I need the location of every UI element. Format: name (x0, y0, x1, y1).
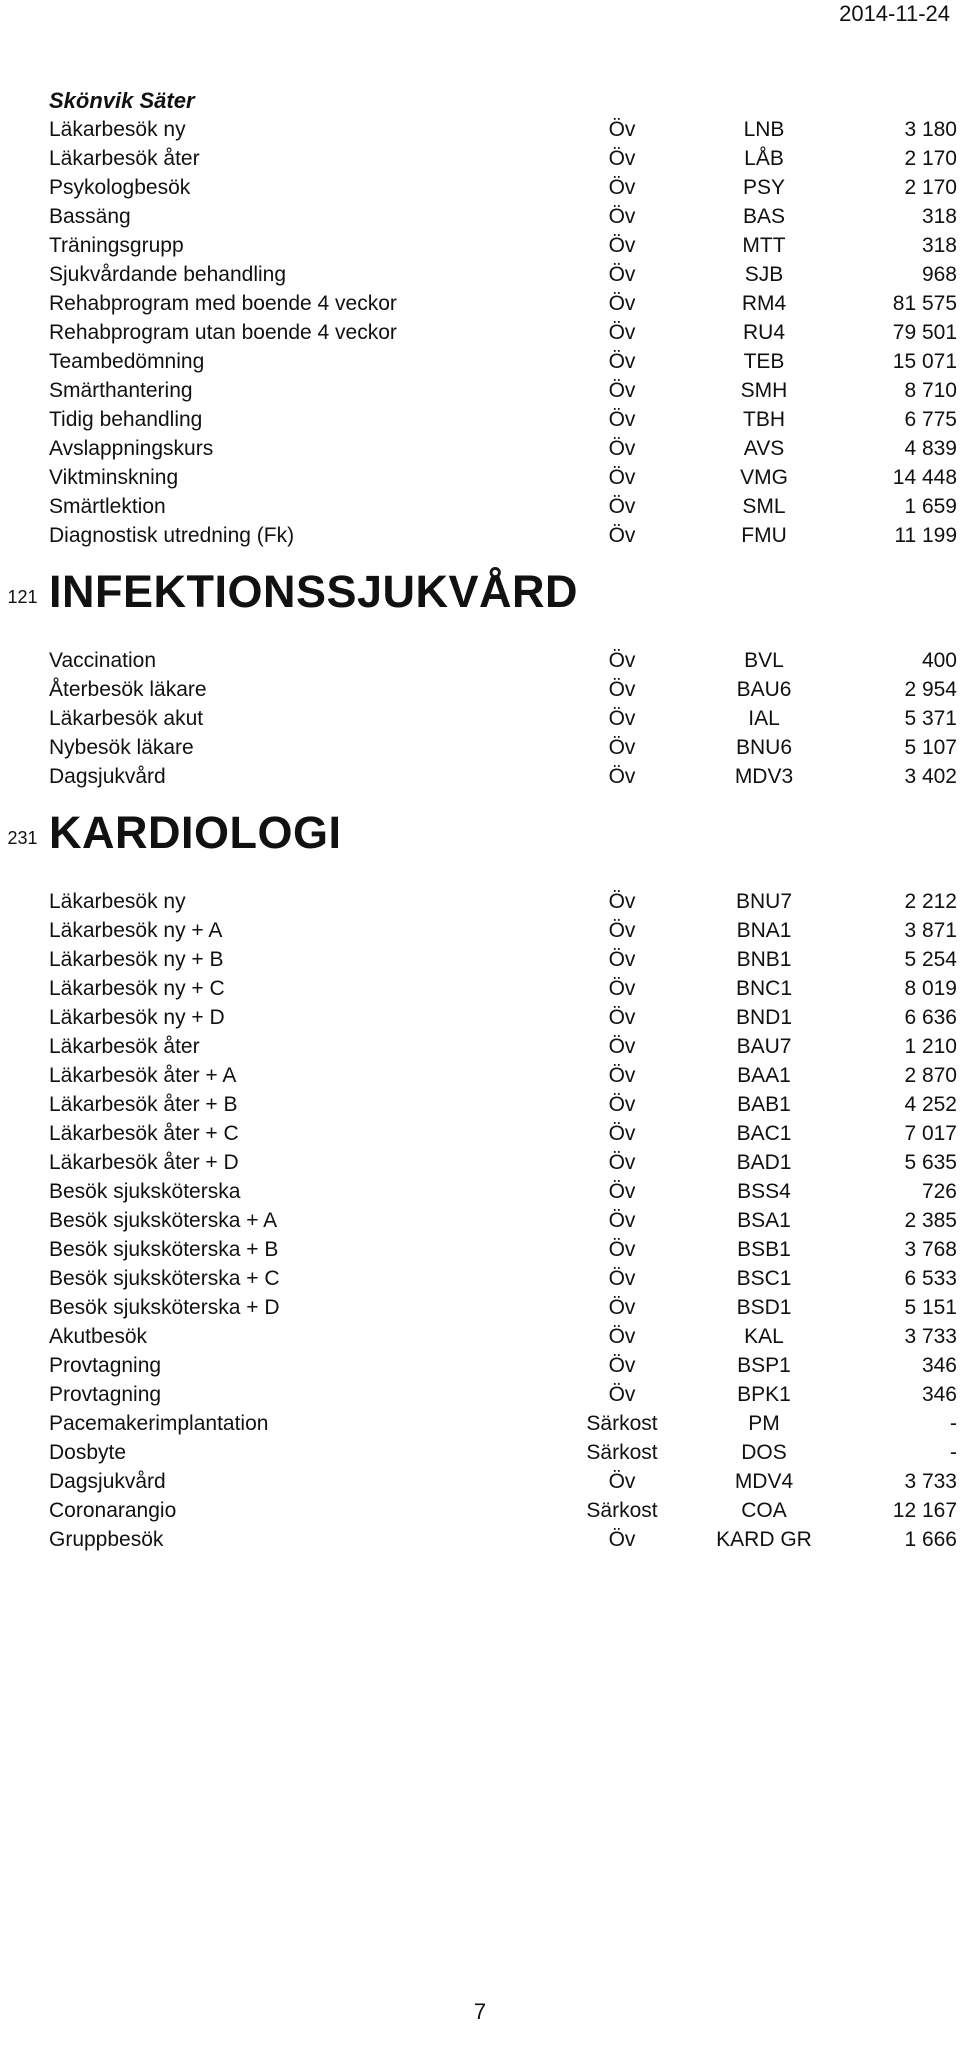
row-price: 79 501 (892, 321, 957, 344)
row-type: Öv (608, 948, 636, 971)
row-name: Viktminskning (49, 466, 179, 489)
row-type: Öv (608, 649, 636, 672)
row-type: Öv (608, 1238, 636, 1261)
row-type: Öv (608, 765, 636, 788)
row-code: BNB1 (736, 948, 792, 971)
table-row (49, 704, 958, 733)
table-row (49, 974, 958, 1003)
row-type: Öv (608, 736, 636, 759)
row-price: 3 180 (904, 118, 957, 141)
table-row (49, 1438, 958, 1467)
row-type: Öv (608, 707, 636, 730)
row-code: BNU6 (735, 736, 793, 759)
row-name: Läkarbesök ny (49, 118, 186, 141)
row-type: Öv (608, 234, 636, 257)
row-name: Provtagning (49, 1383, 162, 1406)
row-type: Öv (608, 1296, 636, 1319)
row-code: BSA1 (737, 1209, 791, 1232)
row-type: Öv (608, 1122, 636, 1145)
row-code: PSY (742, 176, 786, 199)
table-row (49, 1409, 958, 1438)
row-name: Provtagning (49, 1354, 162, 1377)
row-code: BSP1 (737, 1354, 791, 1377)
table-row (49, 289, 958, 318)
row-name: Läkarbesök ny + B (49, 948, 224, 971)
table-row (49, 231, 958, 260)
row-type: Öv (608, 1528, 636, 1551)
row-type: Öv (608, 890, 636, 913)
row-code: TBH (743, 408, 785, 431)
row-type: Öv (608, 919, 636, 942)
row-name: Rehabprogram utan boende 4 veckor (49, 321, 397, 344)
row-price: 2 954 (904, 678, 957, 701)
row-name: Dosbyte (49, 1441, 127, 1464)
row-type: Öv (608, 1383, 636, 1406)
row-price: 6 533 (904, 1267, 957, 1290)
row-price: 3 733 (904, 1470, 957, 1493)
row-price: 400 (921, 649, 957, 672)
row-name: Psykologbesök (49, 176, 191, 199)
row-code: BND1 (735, 1006, 793, 1029)
row-price: 2 212 (904, 890, 957, 913)
row-code: KAL (744, 1325, 784, 1348)
row-name: Teambedömning (49, 350, 205, 373)
row-type: Öv (608, 408, 636, 431)
row-price: 5 371 (904, 707, 957, 730)
row-type: Öv (608, 524, 636, 547)
row-code: BSB1 (737, 1238, 791, 1261)
row-name: Besök sjuksköterska + C (49, 1267, 280, 1290)
row-name: Läkarbesök åter (49, 1035, 200, 1058)
row-price: 318 (921, 234, 957, 257)
row-name: Läkarbesök åter + C (49, 1122, 239, 1145)
table-row (49, 492, 958, 521)
row-code: COA (741, 1499, 787, 1522)
row-name: Läkarbesök åter + B (49, 1093, 238, 1116)
row-code: BAS (742, 205, 786, 228)
row-type: Öv (608, 205, 636, 228)
row-code: BSC1 (736, 1267, 792, 1290)
row-type: Öv (608, 350, 636, 373)
row-type: Öv (608, 437, 636, 460)
table-row (49, 733, 958, 762)
row-price: 6 775 (904, 408, 957, 431)
row-code: BNC1 (735, 977, 793, 1000)
row-code: TEB (743, 350, 785, 373)
row-code: VMG (740, 466, 788, 489)
row-name: Dagsjukvård (49, 1470, 166, 1493)
table-row (49, 405, 958, 434)
row-name: Läkarbesök akut (49, 707, 204, 730)
row-price: - (950, 1441, 957, 1464)
table-row (49, 1525, 958, 1554)
row-type: Öv (608, 1064, 636, 1087)
row-type: Öv (608, 466, 636, 489)
table-row (49, 202, 958, 231)
row-code: LÅB (744, 147, 784, 170)
row-code: SMH (740, 379, 788, 402)
table-row (49, 1119, 958, 1148)
page-date: 2014-11-24 (839, 1, 950, 26)
row-price: 5 107 (904, 736, 957, 759)
table-row (49, 1206, 958, 1235)
table-row (49, 1322, 958, 1351)
row-type: Särkost (586, 1441, 658, 1464)
row-name: Smärthantering (49, 379, 193, 402)
table-row (49, 1003, 958, 1032)
row-code: BVL (744, 649, 784, 672)
table-row (49, 521, 958, 550)
row-name: Sjukvårdande behandling (49, 263, 287, 286)
row-price: 3 768 (904, 1238, 957, 1261)
row-code: BAA1 (737, 1064, 791, 1087)
row-name: Besök sjuksköterska + D (49, 1296, 280, 1319)
row-type: Öv (608, 678, 636, 701)
row-price: 968 (921, 263, 957, 286)
row-code: BSD1 (736, 1296, 792, 1319)
row-name: Läkarbesök ny + A (49, 919, 223, 942)
row-name: Vaccination (49, 649, 157, 672)
row-code: DOS (741, 1441, 787, 1464)
subheading: Skönvik Säter (49, 88, 195, 113)
table-row (49, 347, 958, 376)
section-block (7, 560, 958, 791)
row-type: Öv (608, 1006, 636, 1029)
row-price: 346 (921, 1383, 957, 1406)
row-code: KARD GR (716, 1528, 812, 1551)
table-row (49, 173, 958, 202)
row-price: 7 017 (904, 1122, 957, 1145)
row-type: Öv (608, 977, 636, 1000)
row-price: 8 019 (904, 977, 957, 1000)
table-row (49, 675, 958, 704)
table-row (49, 376, 958, 405)
row-name: Rehabprogram med boende 4 veckor (49, 292, 397, 315)
table-row (49, 144, 958, 173)
row-price: 8 710 (904, 379, 957, 402)
price-list (7, 86, 958, 1554)
row-code: BAC1 (736, 1122, 792, 1145)
table-row (49, 1061, 958, 1090)
row-type: Öv (608, 118, 636, 141)
row-price: 5 254 (904, 948, 957, 971)
table-row (49, 318, 958, 347)
page-number: 7 (473, 1999, 487, 2024)
table-row (49, 887, 958, 916)
row-price: 81 575 (892, 292, 957, 315)
table-row (49, 1235, 958, 1264)
row-price: 3 733 (904, 1325, 957, 1348)
row-price: 14 448 (892, 466, 957, 489)
row-price: 6 636 (904, 1006, 957, 1029)
row-price: 4 252 (904, 1093, 957, 1116)
row-price: 5 635 (904, 1151, 957, 1174)
table-row (49, 1467, 958, 1496)
table-row (49, 434, 958, 463)
row-code: SJB (744, 263, 784, 286)
row-price: 11 199 (894, 524, 957, 547)
table-row (49, 1032, 958, 1061)
row-name: Gruppbesök (49, 1528, 164, 1551)
row-type: Öv (608, 263, 636, 286)
row-price: 1 210 (904, 1035, 957, 1058)
row-type: Öv (608, 379, 636, 402)
row-name: Pacemakerimplantation (49, 1412, 269, 1435)
row-type: Öv (608, 1035, 636, 1058)
table-row (49, 1148, 958, 1177)
row-price: 3 871 (904, 919, 957, 942)
row-type: Öv (608, 1209, 636, 1232)
row-type: Öv (608, 292, 636, 315)
row-name: Läkarbesök ny + D (49, 1006, 225, 1029)
row-code: MTT (742, 234, 786, 257)
section-title: INFEKTIONSSJUKVÅRD (49, 566, 579, 617)
row-type: Öv (608, 1093, 636, 1116)
row-name: Besök sjuksköterska (49, 1180, 241, 1203)
table-row (49, 1293, 958, 1322)
row-price: 2 870 (904, 1064, 957, 1087)
section-header (7, 560, 958, 624)
row-code: RM4 (741, 292, 787, 315)
table-row (49, 115, 958, 144)
row-code: BAU6 (736, 678, 792, 701)
row-code: BPK1 (737, 1383, 791, 1406)
row-type: Öv (608, 1267, 636, 1290)
row-code: LNB (743, 118, 785, 141)
row-price: 346 (921, 1354, 957, 1377)
row-price: 318 (921, 205, 957, 228)
section-header (7, 801, 958, 865)
row-code: IAL (748, 707, 780, 730)
row-price: - (950, 1412, 957, 1435)
row-name: Smärtlektion (49, 495, 166, 518)
section-number: 121 (7, 587, 38, 607)
section-block (49, 86, 958, 550)
section-title: KARDIOLOGI (49, 807, 342, 858)
row-name: Läkarbesök ny + C (49, 977, 225, 1000)
row-name: Besök sjuksköterska + B (49, 1238, 279, 1261)
row-name: Läkarbesök åter + A (49, 1064, 237, 1087)
row-name: Avslappningskurs (49, 437, 214, 460)
row-type: Öv (608, 1354, 636, 1377)
row-price: 2 170 (904, 176, 957, 199)
row-price: 726 (921, 1180, 957, 1203)
row-code: BAU7 (736, 1035, 792, 1058)
row-code: BAD1 (736, 1151, 792, 1174)
row-name: Läkarbesök åter (49, 147, 200, 170)
row-price: 3 402 (904, 765, 957, 788)
row-name: Läkarbesök åter + D (49, 1151, 239, 1174)
row-price: 1 659 (904, 495, 957, 518)
row-code: FMU (741, 524, 787, 547)
row-code: MDV4 (734, 1470, 794, 1493)
row-name: Återbesök läkare (49, 678, 207, 701)
row-type: Särkost (586, 1499, 658, 1522)
row-price: 12 167 (892, 1499, 957, 1522)
row-type: Öv (608, 147, 636, 170)
row-price: 5 151 (904, 1296, 957, 1319)
row-name: Coronarangio (49, 1499, 177, 1522)
row-name: Dagsjukvård (49, 765, 166, 788)
row-type: Öv (608, 495, 636, 518)
section-block (7, 801, 958, 1554)
row-type: Öv (608, 1325, 636, 1348)
table-row (49, 260, 958, 289)
row-price: 15 071 (892, 350, 957, 373)
row-code: BSS4 (737, 1180, 791, 1203)
row-type: Öv (608, 1180, 636, 1203)
row-type: Öv (608, 321, 636, 344)
row-name: Bassäng (49, 205, 131, 228)
row-price: 2 170 (904, 147, 957, 170)
table-row (49, 762, 958, 791)
row-price: 4 839 (904, 437, 957, 460)
row-name: Läkarbesök ny (49, 890, 186, 913)
table-row (49, 1264, 958, 1293)
row-name: Nybesök läkare (49, 736, 194, 759)
row-code: BNA1 (736, 919, 792, 942)
table-row (49, 646, 958, 675)
row-name: Tidig behandling (49, 408, 203, 431)
row-name: Diagnostisk utredning (Fk) (49, 524, 295, 547)
row-type: Öv (608, 1470, 636, 1493)
table-row (49, 1380, 958, 1409)
row-code: MDV3 (734, 765, 794, 788)
row-type: Särkost (586, 1412, 658, 1435)
row-code: AVS (743, 437, 785, 460)
row-code: PM (748, 1412, 780, 1435)
row-code: SML (742, 495, 786, 518)
table-row (49, 1496, 958, 1525)
row-type: Öv (608, 176, 636, 199)
table-row (49, 463, 958, 492)
row-code: RU4 (742, 321, 785, 344)
table-row (49, 945, 958, 974)
row-price: 1 666 (904, 1528, 957, 1551)
row-code: BNU7 (735, 890, 793, 913)
row-name: Besök sjuksköterska + A (49, 1209, 278, 1232)
row-price: 2 385 (904, 1209, 957, 1232)
row-type: Öv (608, 1151, 636, 1174)
table-row (49, 916, 958, 945)
row-code: BAB1 (737, 1093, 791, 1116)
table-row (49, 1177, 958, 1206)
row-name: Träningsgrupp (49, 234, 184, 257)
table-row (49, 1351, 958, 1380)
row-name: Akutbesök (49, 1325, 148, 1348)
section-number: 231 (7, 828, 38, 848)
table-row (49, 1090, 958, 1119)
